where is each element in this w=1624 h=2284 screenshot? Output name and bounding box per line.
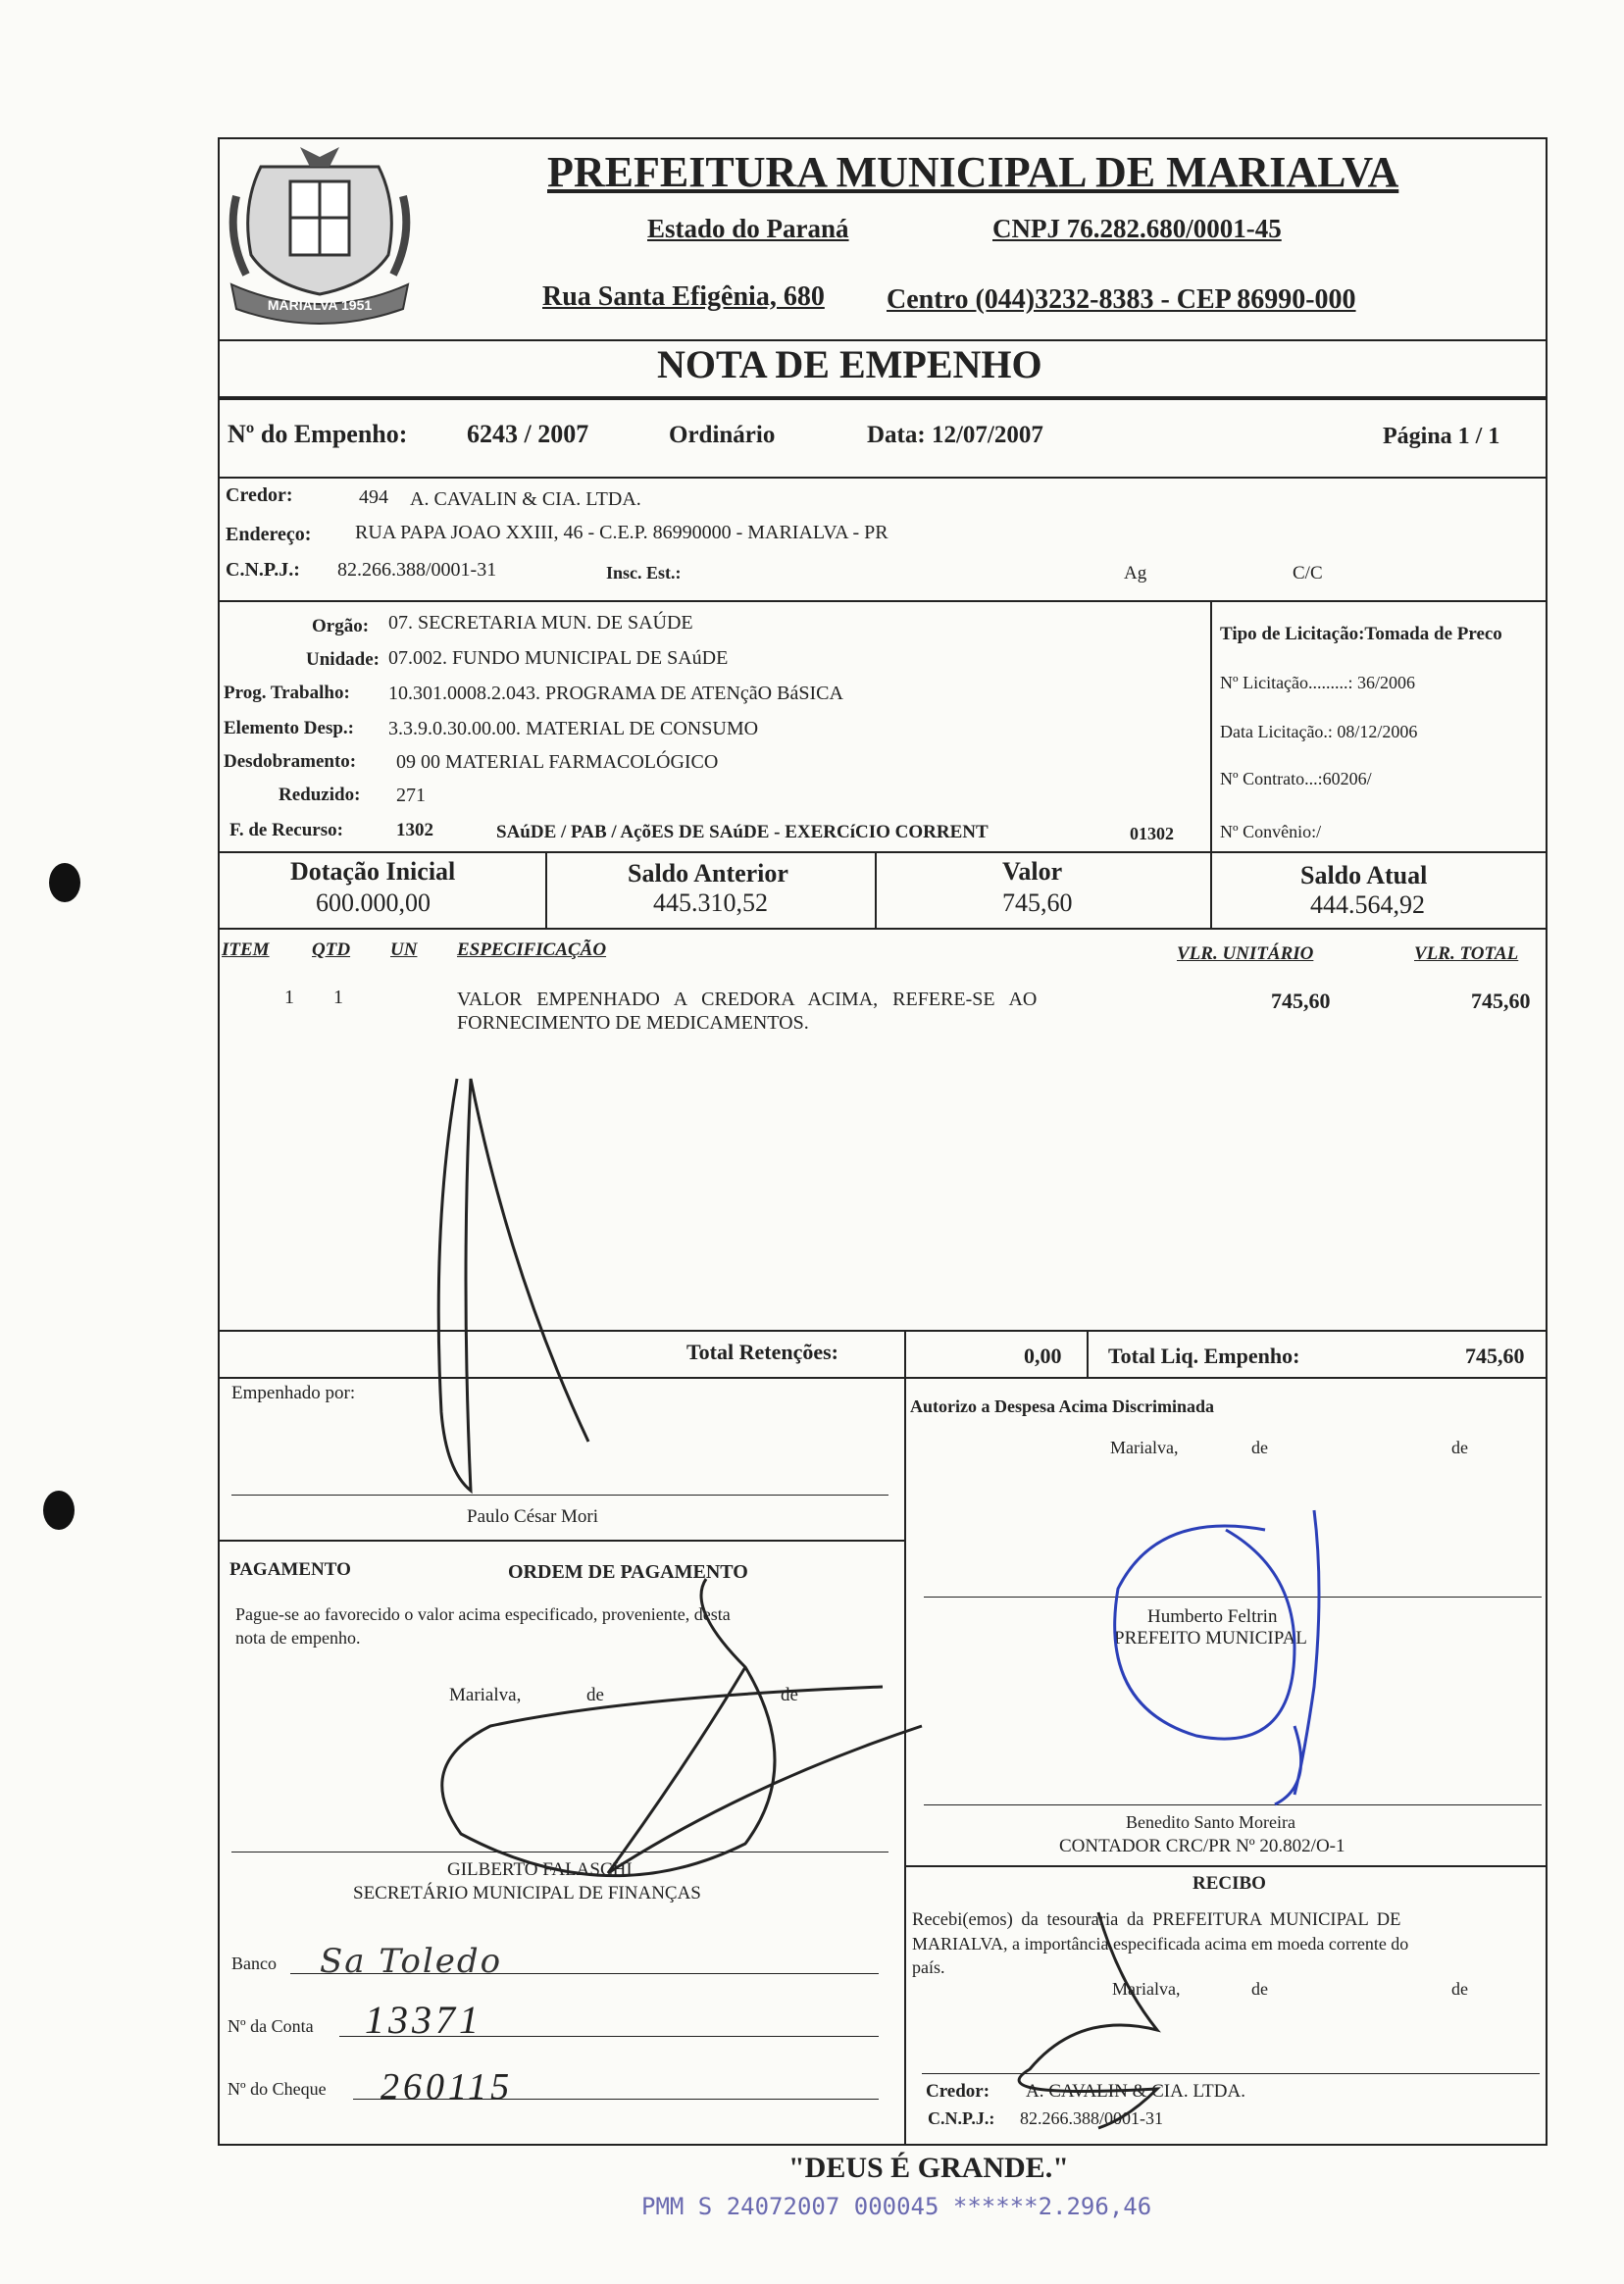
item-description-2: FORNECIMENTO DE MEDICAMENTOS. bbox=[457, 1012, 809, 1034]
total-retencoes-value: 0,00 bbox=[1024, 1344, 1062, 1368]
conta-label: Nº da Conta bbox=[228, 2016, 314, 2036]
insc-est-label: Insc. Est.: bbox=[606, 563, 682, 583]
header-state: Estado do Paraná bbox=[647, 214, 849, 243]
prefeito-name: Humberto Feltrin bbox=[1147, 1606, 1278, 1627]
col-vlr-unitario: VLR. UNITÁRIO bbox=[1177, 943, 1314, 964]
total-liq-label: Total Liq. Empenho: bbox=[1108, 1344, 1300, 1368]
recibo-credor-name: A. CAVALIN & CIA. LTDA. bbox=[1026, 2081, 1245, 2102]
item-qty: 1 bbox=[333, 987, 343, 1008]
header-cnpj: CNPJ 76.282.680/0001-45 bbox=[992, 214, 1282, 243]
credor-name: A. CAVALIN & CIA. LTDA. bbox=[410, 488, 641, 510]
ordem-pagamento-label: ORDEM DE PAGAMENTO bbox=[508, 1561, 748, 1583]
empenhado-name: Paulo César Mori bbox=[467, 1506, 599, 1527]
numero-convenio: Nº Convênio:/ bbox=[1220, 822, 1322, 841]
recurso-value: SAúDE / PAB / AçõES DE SAúDE - EXERCíCIO CORRENT bbox=[496, 822, 989, 842]
divider bbox=[218, 851, 1548, 853]
divider bbox=[1210, 851, 1212, 928]
footer-motto: "DEUS É GRANDE." bbox=[788, 2152, 1069, 2184]
signature-line bbox=[924, 1804, 1542, 1805]
credor-address: RUA PAPA JOAO XXIII, 46 - C.E.P. 86990000 - MARIALVA - PR bbox=[355, 522, 888, 543]
prefeito-title: PREFEITO MUNICIPAL bbox=[1114, 1628, 1307, 1649]
svg-text:MARIALVA 1951: MARIALVA 1951 bbox=[267, 297, 373, 313]
saldo-atual-value: 444.564,92 bbox=[1310, 890, 1425, 919]
divider bbox=[1087, 1330, 1089, 1377]
recurso-code: 1302 bbox=[396, 820, 433, 840]
elemento-value: 3.3.9.0.30.00.00. MATERIAL DE CONSUMO bbox=[388, 718, 759, 739]
recibo-text-3: país. bbox=[912, 1957, 945, 1977]
desdobramento-label: Desdobramento: bbox=[224, 751, 357, 772]
pagamento-place: Marialva, bbox=[449, 1685, 522, 1705]
divider bbox=[218, 1330, 1548, 1332]
recibo-place: Marialva, bbox=[1112, 1979, 1181, 1999]
cc-label: C/C bbox=[1293, 563, 1323, 584]
signature-line bbox=[922, 2073, 1540, 2074]
divider bbox=[218, 477, 1548, 479]
credor-code: 494 bbox=[359, 486, 388, 508]
empenho-label: Nº do Empenho: bbox=[228, 420, 408, 448]
punch-hole-bottom bbox=[43, 1491, 75, 1530]
header-title: PREFEITURA MUNICIPAL DE MARIALVA bbox=[547, 148, 1399, 196]
divider bbox=[218, 1540, 904, 1542]
divider bbox=[875, 851, 877, 928]
item-total-value: 745,60 bbox=[1471, 989, 1531, 1013]
recibo-cnpj: 82.266.388/0001-31 bbox=[1020, 2108, 1163, 2128]
total-liq-value: 745,60 bbox=[1465, 1344, 1525, 1368]
item-description-1: VALOR EMPENHADO A CREDORA ACIMA, REFERE-SE AO bbox=[457, 989, 1038, 1010]
header-address-2: Centro (044)3232-8383 - CEP 86990-000 bbox=[887, 284, 1356, 315]
pagamento-text-2: nota de empenho. bbox=[235, 1628, 361, 1648]
divider bbox=[904, 1330, 906, 1377]
cheque-label: Nº do Cheque bbox=[228, 2079, 327, 2099]
recibo-de-1: de bbox=[1251, 1979, 1268, 1999]
col-especificacao: ESPECIFICAÇÃO bbox=[457, 939, 607, 960]
pagamento-de-2: de bbox=[781, 1685, 798, 1705]
punch-hole-top bbox=[49, 863, 80, 902]
unidade-label: Unidade: bbox=[306, 649, 380, 670]
divider bbox=[545, 851, 547, 928]
total-retencoes-label: Total Retenções: bbox=[686, 1340, 838, 1364]
tipo-licitacao: Tipo de Licitação:Tomada de Preco bbox=[1220, 624, 1502, 644]
autorizo-de-2: de bbox=[1451, 1438, 1468, 1457]
prog-value: 10.301.0008.2.043. PROGRAMA DE ATENçãO BáSICA bbox=[388, 683, 843, 704]
saldo-anterior-value: 445.310,52 bbox=[653, 888, 768, 917]
contador-title: CONTADOR CRC/PR Nº 20.802/O-1 bbox=[1059, 1836, 1345, 1856]
orgao-value: 07. SECRETARIA MUN. DE SAÚDE bbox=[388, 612, 693, 634]
autorizo-label: Autorizo a Despesa Acima Discriminada bbox=[910, 1396, 1214, 1416]
recibo-title: RECIBO bbox=[1193, 1873, 1266, 1894]
city-coat-of-arms-logo bbox=[222, 137, 418, 326]
col-vlr-total: VLR. TOTAL bbox=[1414, 943, 1519, 964]
footer-stamp: PMM S 24072007 000045 ******2.296,46 bbox=[641, 2193, 1152, 2220]
divider bbox=[904, 1865, 1548, 1867]
empenhado-label: Empenhado por: bbox=[231, 1383, 356, 1403]
numero-licitacao: Nº Licitação.........: 36/2006 bbox=[1220, 673, 1416, 692]
item-unit-value: 745,60 bbox=[1271, 989, 1331, 1013]
item-number: 1 bbox=[284, 987, 294, 1008]
data-licitacao: Data Licitação.: 08/12/2006 bbox=[1220, 722, 1418, 741]
ag-label: Ag bbox=[1124, 563, 1147, 584]
signature-line bbox=[231, 1852, 888, 1853]
divider bbox=[218, 1377, 1548, 1379]
empenho-type: Ordinário bbox=[669, 422, 776, 448]
recibo-text-1: Recebi(emos) da tesouraria da PREFEITURA MUNICIPAL DE bbox=[912, 1910, 1401, 1930]
credor-cnpj: 82.266.388/0001-31 bbox=[337, 559, 497, 581]
reduzido-label: Reduzido: bbox=[279, 785, 361, 805]
recibo-de-2: de bbox=[1451, 1979, 1468, 1999]
cheque-handwritten[interactable]: 260115 bbox=[381, 2066, 514, 2107]
pagamento-text-1: Pague-se ao favorecido o valor acima especificado, proveniente, desta bbox=[235, 1604, 731, 1624]
empenho-number: 6243 / 2007 bbox=[467, 420, 589, 448]
reduzido-value: 271 bbox=[396, 785, 426, 806]
dotacao-label: Dotação Inicial bbox=[290, 857, 456, 886]
prog-label: Prog. Trabalho: bbox=[224, 683, 350, 703]
dotacao-value: 600.000,00 bbox=[316, 888, 431, 917]
recurso-label: F. de Recurso: bbox=[229, 820, 343, 840]
secretario-name: GILBERTO FALASCHI bbox=[447, 1859, 633, 1880]
divider bbox=[218, 396, 1548, 400]
banco-label: Banco bbox=[231, 1954, 277, 1973]
saldo-atual-label: Saldo Atual bbox=[1300, 861, 1428, 889]
header-address: Rua Santa Efigênia, 680 bbox=[542, 281, 825, 312]
signature-line bbox=[231, 1495, 888, 1496]
autorizo-place: Marialva, bbox=[1110, 1438, 1179, 1457]
divider bbox=[1210, 600, 1212, 851]
recibo-text-2: MARIALVA, a importância especificada acima em moeda corrente do bbox=[912, 1934, 1409, 1954]
unidade-value: 07.002. FUNDO MUNICIPAL DE SAúDE bbox=[388, 647, 729, 669]
banco-handwritten[interactable]: Sa Toledo bbox=[320, 1942, 503, 1981]
contador-name: Benedito Santo Moreira bbox=[1126, 1812, 1295, 1832]
numero-contrato: Nº Contrato...:60206/ bbox=[1220, 769, 1372, 788]
recurso-number: 01302 bbox=[1130, 824, 1174, 843]
divider bbox=[904, 1377, 906, 2146]
col-qtd: QTD bbox=[312, 939, 351, 960]
credor-label: Credor: bbox=[226, 484, 293, 506]
elemento-label: Elemento Desp.: bbox=[224, 718, 354, 738]
pagamento-label: PAGAMENTO bbox=[229, 1559, 351, 1580]
recibo-credor-label: Credor: bbox=[926, 2081, 990, 2102]
orgao-label: Orgão: bbox=[312, 616, 370, 636]
signature-line bbox=[924, 1597, 1542, 1598]
address-label: Endereço: bbox=[226, 524, 312, 545]
secretario-title: SECRETÁRIO MUNICIPAL DE FINANÇAS bbox=[353, 1883, 701, 1903]
desdobramento-value: 09 00 MATERIAL FARMACOLÓGICO bbox=[396, 751, 719, 773]
autorizo-de-1: de bbox=[1251, 1438, 1268, 1457]
saldo-anterior-label: Saldo Anterior bbox=[628, 859, 788, 888]
document-title: NOTA DE EMPENHO bbox=[657, 342, 1042, 386]
pagamento-de-1: de bbox=[586, 1685, 604, 1705]
col-un: UN bbox=[390, 939, 418, 960]
divider bbox=[218, 928, 1548, 930]
conta-handwritten[interactable]: 13371 bbox=[365, 1998, 482, 2042]
empenho-date: Data: 12/07/2007 bbox=[867, 422, 1043, 448]
divider bbox=[218, 600, 1548, 602]
recibo-cnpj-label: C.N.P.J.: bbox=[928, 2108, 995, 2128]
valor-value: 745,60 bbox=[1002, 888, 1073, 917]
page-number: Página 1 / 1 bbox=[1383, 424, 1500, 449]
valor-label: Valor bbox=[1002, 857, 1063, 886]
col-item: ITEM bbox=[222, 939, 270, 960]
cnpj-label: C.N.P.J.: bbox=[226, 559, 300, 581]
